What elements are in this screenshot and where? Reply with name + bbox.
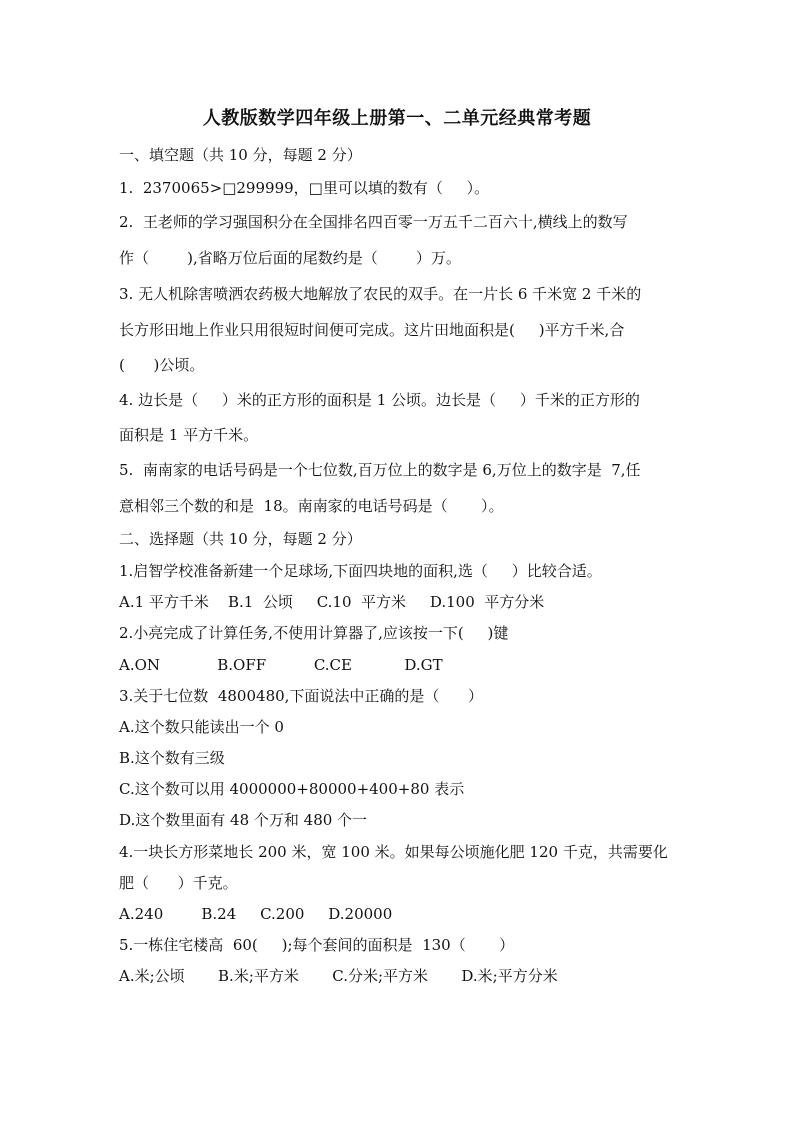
- question-2-3-option-b: B.这个数有三级: [119, 749, 225, 767]
- question-1-3-line3: ( )公顷。: [119, 356, 205, 374]
- question-1-3-line2: 长方形田地上作业只用很短时间便可完成。这片田地面积是( )平方千米,合: [119, 321, 625, 339]
- question-1-2-line1: 2. 王老师的学习强国积分在全国排名四百零一万五千二百六十,横线上的数写: [119, 213, 628, 231]
- question-1-5-line1: 5. 南南家的电话号码是一个七位数,百万位上的数字是 6,万位上的数字是 7,任: [119, 461, 641, 479]
- question-2-2-options: A.ON B.OFF C.CE D.GT: [119, 656, 443, 674]
- question-1-5-line2: 意相邻三个数的和是 18。南南家的电话号码是（ ）。: [119, 497, 504, 515]
- question-2-1: 1.启智学校准备新建一个足球场,下面四块地的面积,选（ ）比较合适。: [119, 562, 602, 580]
- question-1-1: 1. 2370065>□299999，□里可以填的数有（ ）。: [119, 179, 490, 197]
- question-1-3-line1: 3. 无人机除害喷洒农药极大地解放了农民的双手。在一片长 6 千米宽 2 千米的: [119, 285, 642, 303]
- question-2-5: 5.一栋住宅楼高 60( );每个套间的面积是 130（ ）: [119, 936, 515, 954]
- section-heading-choice: 二、选择题（共 10 分，每题 2 分）: [119, 530, 362, 548]
- question-2-4-line2: 肥（ ）千克。: [119, 874, 238, 892]
- question-2-3-option-c: C.这个数可以用 4000000+80000+400+80 表示: [119, 780, 465, 798]
- question-2-4-options: A.240 B.24 C.200 D.20000: [119, 905, 393, 923]
- question-1-4-line1: 4. 边长是（ ）米的正方形的面积是 1 公顷。边长是（ ）千米的正方形的: [119, 391, 640, 409]
- question-2-3-option-a: A.这个数只能读出一个 0: [119, 718, 284, 736]
- question-2-3-option-d: D.这个数里面有 48 个万和 480 个一: [119, 811, 368, 829]
- question-1-4-line2: 面积是 1 平方千米。: [119, 426, 259, 444]
- question-1-2-line2: 作（ ),省略万位后面的尾数约是（ ）万。: [119, 249, 461, 267]
- page-title: 人教版数学四年级上册第一、二单元经典常考题: [202, 108, 592, 129]
- question-2-2: 2.小亮完成了计算任务,不使用计算器了,应该按一下( )键: [119, 624, 509, 642]
- question-2-1-options: A.1 平方千米 B.1 公顷 C.10 平方米 D.100 平方分米: [119, 593, 545, 611]
- section-heading-fill-blank: 一、填空题（共 10 分，每题 2 分）: [119, 146, 362, 164]
- question-2-4-line1: 4.一块长方形菜地长 200 米，宽 100 米。如果每公顷施化肥 120 千克，共需要化: [119, 843, 668, 861]
- question-2-5-options: A.米;公顷 B.米;平方米 C.分米;平方米 D.米;平方分米: [119, 967, 558, 985]
- question-2-3: 3.关于七位数 4800480,下面说法中正确的是（ ）: [119, 687, 484, 705]
